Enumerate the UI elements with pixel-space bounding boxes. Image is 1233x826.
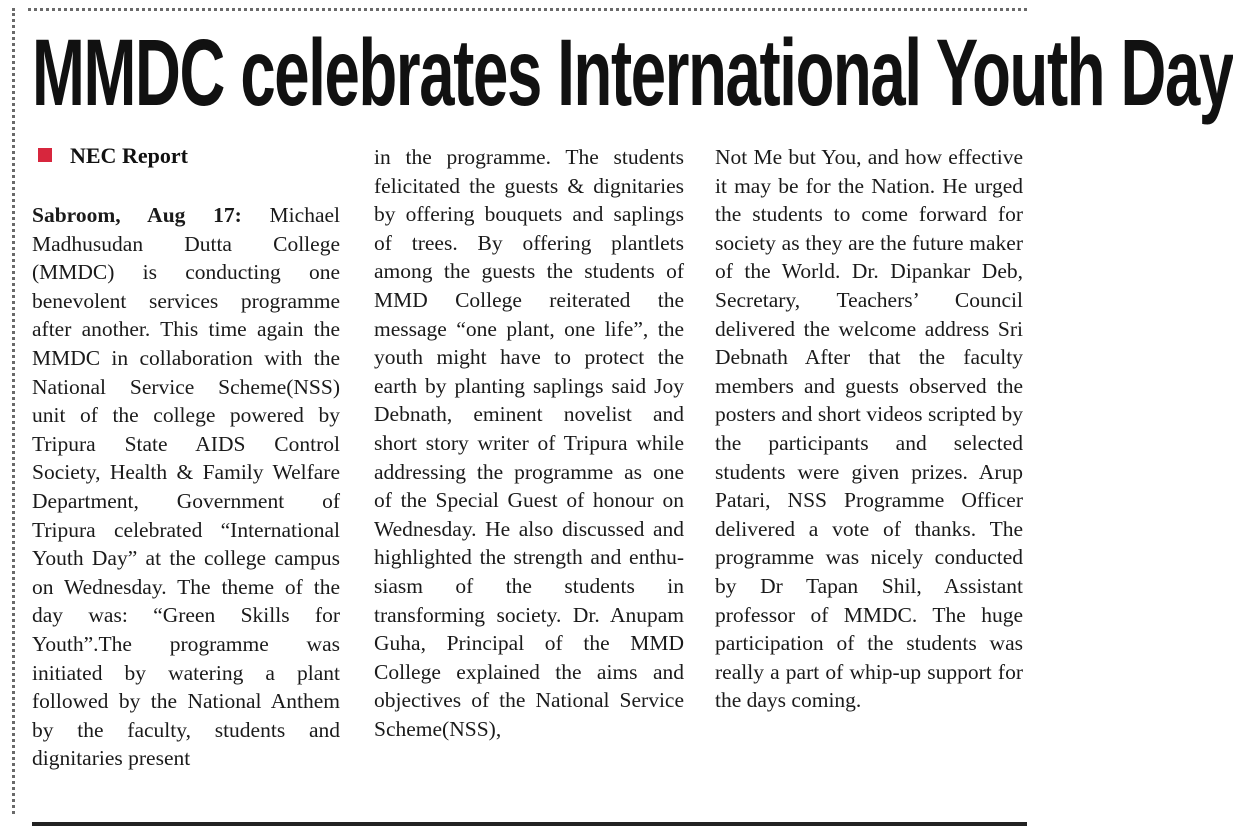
byline [38, 142, 188, 170]
red-square-bullet-icon [38, 148, 52, 162]
dateline: Sabroom, Aug 17: [32, 203, 242, 227]
column-3-text: Not Me but You, and how effective it may be for the Nation. He urged the students to come forward for society as they are the future maker of the World. Dr. Dipankar Deb, Secretary, Teachers’ Council delivered the welcome address Sri Debnath After that the faculty members and guests observed the posters and short videos scripted by the participants and selected students were given prizes. Arup Patari, NSS Programme Officer delivered a vote of thanks. The programme was nicely conducted by Dr Tapan Shil, Assistant professor of MMDC. The huge participation of the students was really a part of whip-up support for the days coming. [715, 145, 1023, 713]
headline: MMDC celebrates International Youth Day [32, 20, 1233, 126]
bottom-rule [32, 822, 1027, 826]
left-dotted-border [12, 8, 15, 814]
byline-text: NEC Report [70, 143, 188, 168]
column-1-text: Michael Madhusudan Dutta College (MMDC) is conducting one benevolent services programme after another. This time again the MMDC in collaboration with the National Service Scheme(NSS) unit of the college powered by Tripura State AIDS Control Society, Health & Family Welfare Department, Government of Tripura celebrated “International Youth Day” at the college campus on Wednesday. The theme of the day was: “Green Skills for Youth”.The programme was initiated by watering a plant followed by the National Anthem by the faculty, students and dignitaries present [32, 203, 340, 771]
article-column-3 [715, 143, 1023, 715]
article-column-1 [32, 201, 340, 773]
column-1-paragraph [32, 201, 340, 773]
column-2-text: in the programme. The students felicitated the guests & dignitaries by offering bouquets and saplings of trees. By offering plantlets among the guests the students of MMD College reiterated the message “one plant, one life”, the youth might have to protect the earth by planting saplings said Joy Debnath, eminent novelist and short story writer of Tripura while addressing the programme as one of the Special Guest of honour on Wednesday. He also discussed and highlighted the strength and enthusiasm of the students in transforming society. Dr. Anupam Guha, Principal of the MMD College explained the aims and objectives of the National Service Scheme(NSS), [374, 145, 684, 741]
article-column-2 [374, 143, 684, 743]
top-dotted-border [28, 8, 1027, 11]
